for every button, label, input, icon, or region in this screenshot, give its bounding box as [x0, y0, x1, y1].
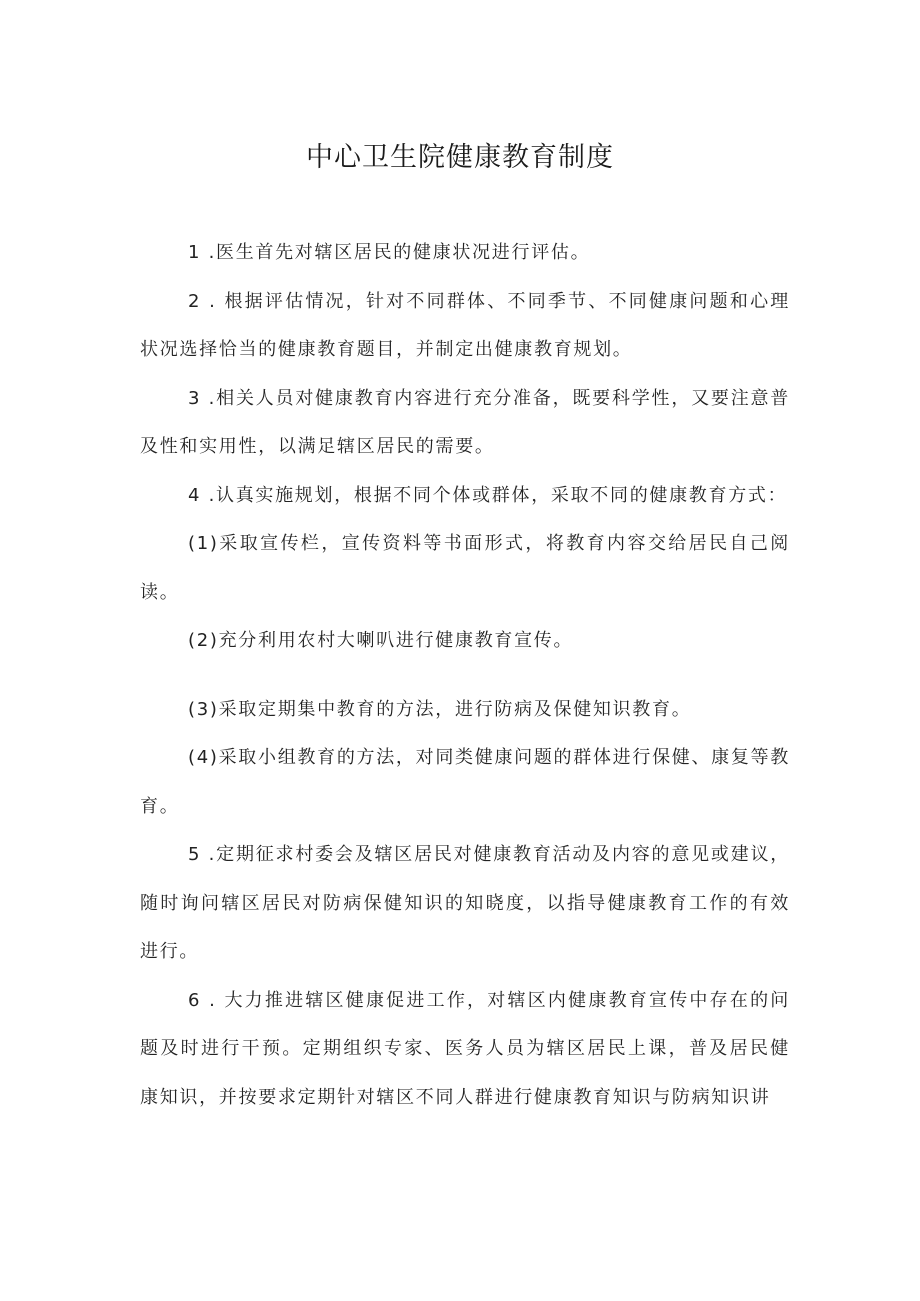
document-title: 中心卫生院健康教育制度	[306, 142, 614, 173]
paragraph-subitem-2: (2)充分利用农村大喇叭进行健康教育宣传。	[188, 630, 574, 651]
paragraph-item-1: 1 .医生首先对辖区居民的健康状况进行评估。	[188, 242, 591, 263]
paragraph-item-3: 3 .相关人员对健康教育内容进行充分准备，既要科学性，又要注意普及性和实用性，以满足辖区居民的需要。	[140, 387, 790, 457]
paragraph-item-2: 2 . 根据评估情况，针对不同群体、不同季节、不同健康问题和心理状况选择恰当的健康教育题目，并制定出健康教育规划。	[140, 290, 790, 360]
document-body	[140, 229, 790, 1122]
paragraph-subitem-3: (3)采取定期集中教育的方法，进行防病及保健知识教育。	[188, 698, 692, 720]
paragraph-item-4: 4 .认真实施规划，根据不同个体或群体，采取不同的健康教育方式：	[188, 484, 788, 506]
paragraph-item-5: 5 .定期征求村委会及辖区居民对健康教育活动及内容的意见或建议，随时询问辖区居民对防病保健知识的知晓度，以指导健康教育工作的有效进行。	[140, 844, 790, 962]
paragraph-item-6: 6 . 大力推进辖区健康促进工作，对辖区内健康教育宣传中存在的问题及时进行干预。定期组织专家、医务人员为辖区居民上课，普及居民健康知识，并按要求定期针对辖区不同人群进行健康教育知识与防病知识讲	[140, 989, 790, 1108]
paragraph-subitem-1: (1)采取宣传栏，宣传资料等书面形式，将教育内容交给居民自己阅读。	[140, 533, 790, 603]
paragraph-subitem-4: (4)采取小组教育的方法，对同类健康问题的群体进行保健、康复等教育。	[140, 747, 790, 817]
